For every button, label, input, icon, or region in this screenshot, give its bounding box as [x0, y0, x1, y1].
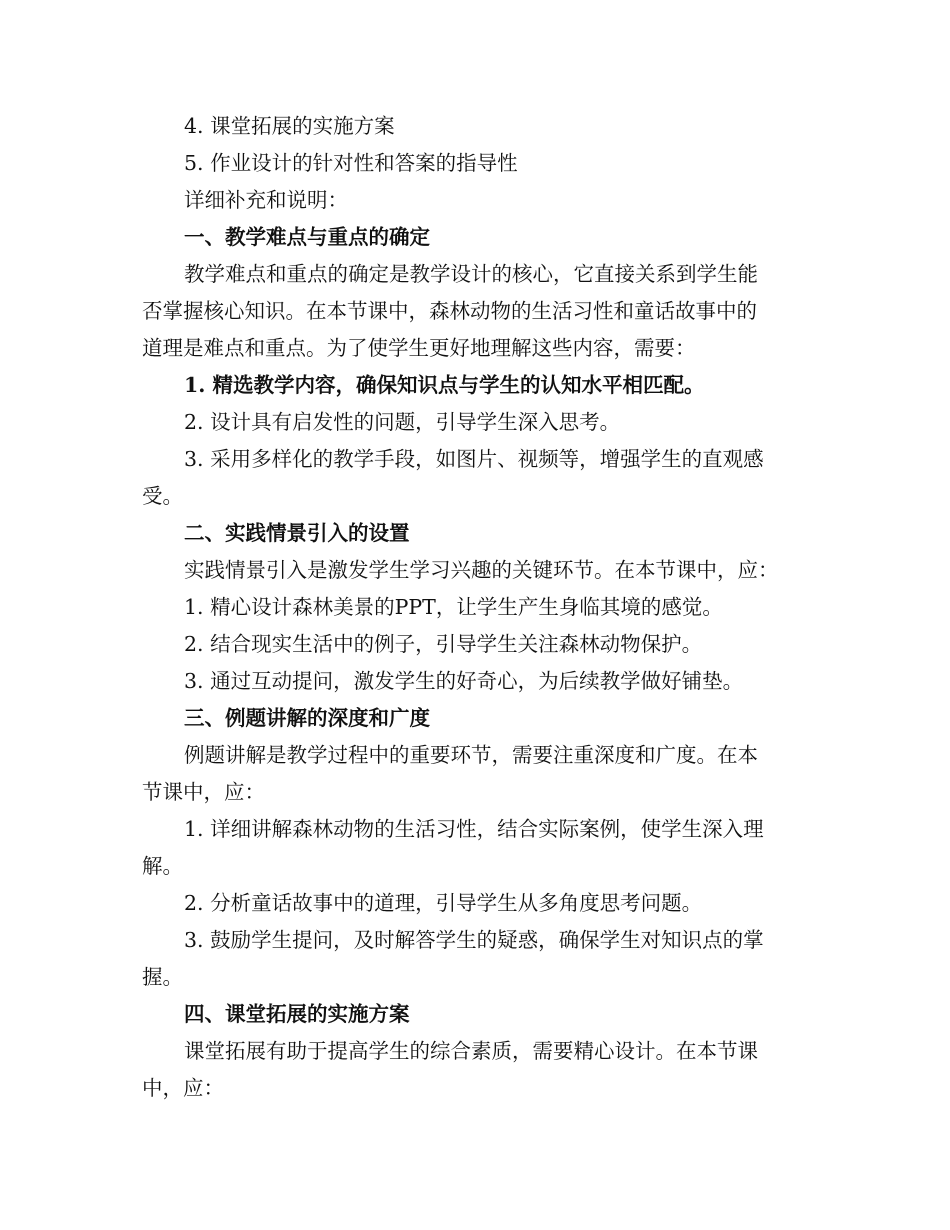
section1-para-line2: 否掌握核心知识。在本节课中，森林动物的生活习性和童话故事中的	[142, 299, 757, 323]
section2-item2: 2. 结合现实生活中的例子，引导学生关注森林动物保护。	[184, 632, 703, 656]
list-item-4: 4. 课堂拓展的实施方案	[184, 114, 395, 138]
section3-para-line1: 例题讲解是教学过程中的重要环节，需要注重深度和广度。在本	[184, 743, 758, 767]
section1-item2: 2. 设计具有启发性的问题，引导学生深入思考。	[184, 410, 621, 434]
section3-item3-line2: 握。	[142, 965, 183, 989]
section2-item1: 1. 精心设计森林美景的PPT，让学生产生身临其境的感觉。	[184, 595, 723, 619]
list-item-5: 5. 作业设计的针对性和答案的指导性	[184, 151, 518, 175]
section3-heading: 三、例题讲解的深度和广度	[184, 706, 430, 730]
section3-para-line2: 节课中，应：	[142, 780, 265, 804]
section1-heading: 一、教学难点与重点的确定	[184, 225, 430, 249]
section1-item1: 1. 精选教学内容，确保知识点与学生的认知水平相匹配。	[184, 373, 705, 397]
section4-heading: 四、课堂拓展的实施方案	[184, 1002, 410, 1026]
section1-para-line1: 教学难点和重点的确定是教学设计的核心，它直接关系到学生能	[184, 262, 758, 286]
section3-item1-line2: 解。	[142, 854, 183, 878]
section1-item3-line1: 3. 采用多样化的教学手段，如图片、视频等，增强学生的直观感	[184, 447, 764, 471]
section2-item3: 3. 通过互动提问，激发学生的好奇心，为后续教学做好铺垫。	[184, 669, 744, 693]
detail-intro: 详细补充和说明：	[184, 188, 348, 212]
section3-item3-line1: 3. 鼓励学生提问，及时解答学生的疑惑，确保学生对知识点的掌	[184, 928, 764, 952]
section3-item2: 2. 分析童话故事中的道理，引导学生从多角度思考问题。	[184, 891, 703, 915]
section4-para-line1: 课堂拓展有助于提高学生的综合素质，需要精心设计。在本节课	[184, 1039, 758, 1063]
section1-para-line3: 道理是难点和重点。为了使学生更好地理解这些内容，需要：	[142, 336, 696, 360]
section2-heading: 二、实践情景引入的设置	[184, 521, 410, 545]
section1-item3-line2: 受。	[142, 484, 183, 508]
section2-para: 实践情景引入是激发学生学习兴趣的关键环节。在本节课中，应：	[184, 558, 779, 582]
section4-para-line2: 中，应：	[142, 1076, 224, 1100]
section3-item1-line1: 1. 详细讲解森林动物的生活习性，结合实际案例，使学生深入理	[184, 817, 764, 841]
